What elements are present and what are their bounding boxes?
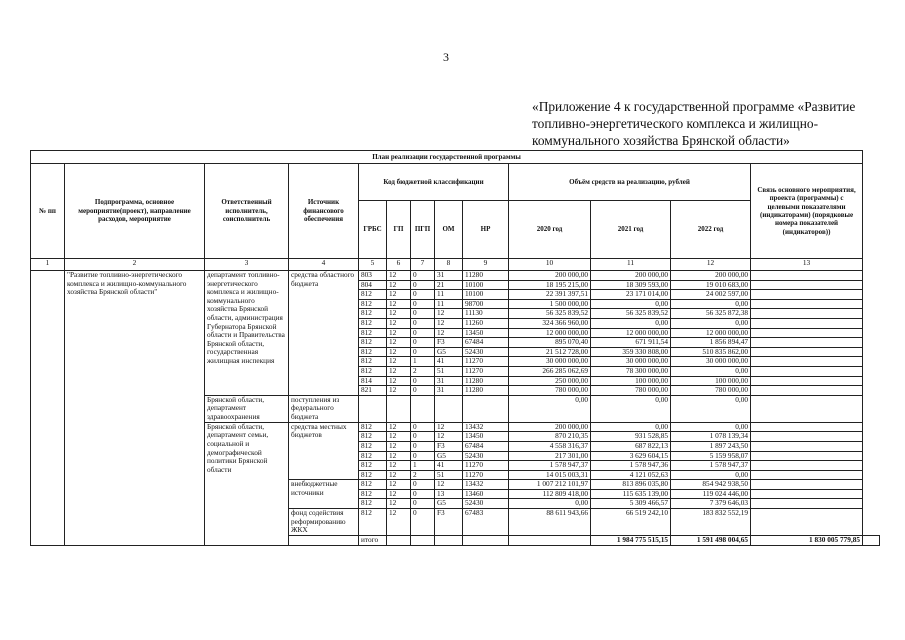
nr-cell: 11270 [463, 470, 509, 480]
col-num: 9 [463, 259, 509, 271]
amount-2020: 324 366 960,00 [509, 318, 591, 328]
pgp-cell: 0 [411, 338, 435, 348]
source-total: итого [359, 536, 387, 546]
col-num: 11 [591, 259, 671, 271]
nr-cell: 52430 [463, 451, 509, 461]
amount-2021: 3 629 604,15 [591, 451, 671, 461]
gp-cell: 12 [387, 328, 411, 338]
amount-2021: 115 635 139,00 [591, 489, 671, 499]
amount-2021: 0,00 [591, 395, 671, 422]
amount-2022: 1 578 947,37 [671, 461, 751, 471]
pgp-cell: 0 [411, 386, 435, 396]
amount-2022: 0,00 [671, 422, 751, 432]
amount-2021: 813 896 035,80 [591, 480, 671, 490]
grbs-cell: 812 [359, 422, 387, 432]
empty-code-cell [411, 395, 435, 422]
om-cell: 41 [435, 357, 463, 367]
header-grbs: ГРБС [359, 201, 387, 259]
amount-2022: 19 010 683,00 [671, 280, 751, 290]
amount-2022: 0,00 [671, 470, 751, 480]
link-cell [751, 489, 863, 499]
gp-cell: 12 [387, 309, 411, 319]
link-cell [751, 451, 863, 461]
amount-2022: 24 002 597,00 [671, 290, 751, 300]
empty-code-cell [435, 395, 463, 422]
amount-2022: 5 159 958,07 [671, 451, 751, 461]
gp-cell: 12 [387, 299, 411, 309]
om-cell: F3 [435, 338, 463, 348]
amount-2021: 1 578 947,36 [591, 461, 671, 471]
grbs-cell: 812 [359, 451, 387, 461]
gp-cell: 12 [387, 318, 411, 328]
amount-2021: 0,00 [591, 318, 671, 328]
amount-2020: 250 000,00 [509, 376, 591, 386]
col-num: 4 [289, 259, 359, 271]
gp-cell: 12 [387, 489, 411, 499]
grbs-cell: 804 [359, 280, 387, 290]
grbs-cell: 812 [359, 328, 387, 338]
empty-code-cell [387, 536, 411, 546]
grbs-cell: 812 [359, 480, 387, 490]
grbs-cell: 812 [359, 290, 387, 300]
source-federal: поступления из федерального бюджета [289, 395, 359, 422]
nr-cell: 10100 [463, 280, 509, 290]
amount-2020: 780 000,00 [509, 386, 591, 396]
link-cell [751, 309, 863, 319]
implementation-plan-table [30, 150, 880, 546]
nr-cell: 13432 [463, 422, 509, 432]
pgp-cell: 0 [411, 376, 435, 386]
amount-2021: 78 300 000,00 [591, 366, 671, 376]
nr-cell: 52430 [463, 499, 509, 509]
amount-2021: 18 309 593,00 [591, 280, 671, 290]
amount-2022: 56 325 872,38 [671, 309, 751, 319]
amount-2020: 4 558 316,37 [509, 441, 591, 451]
grbs-cell: 812 [359, 499, 387, 509]
amount-2021: 0,00 [591, 299, 671, 309]
header-om: ОМ [435, 201, 463, 259]
amount-2020: 217 301,00 [509, 451, 591, 461]
amount-2020: 22 391 397,51 [509, 290, 591, 300]
header-source: Источник финансового обеспечения [289, 164, 359, 259]
header-gp: ГП [387, 201, 411, 259]
amount-2022: 780 000,00 [671, 386, 751, 396]
nr-cell: 11270 [463, 366, 509, 376]
responsible-cell [289, 536, 359, 546]
table-title: План реализации государственной программы [31, 151, 863, 164]
column-numbers-row [31, 259, 880, 271]
amount-2021: 30 000 000,00 [591, 357, 671, 367]
amount-2022: 1 897 243,50 [671, 441, 751, 451]
om-cell: G5 [435, 499, 463, 509]
amount-2021: 23 171 014,00 [591, 290, 671, 300]
grbs-cell: 812 [359, 461, 387, 471]
nr-cell: 10100 [463, 290, 509, 300]
header-pgp: ПГП [411, 201, 435, 259]
om-cell: 41 [435, 461, 463, 471]
om-cell: 12 [435, 309, 463, 319]
gp-cell: 12 [387, 290, 411, 300]
total-2020: 1 984 775 515,15 [591, 536, 671, 546]
gp-cell: 12 [387, 509, 411, 536]
link-cell [751, 271, 863, 281]
om-cell: 51 [435, 366, 463, 376]
pgp-cell: 2 [411, 470, 435, 480]
link-cell [751, 499, 863, 509]
source-fund: фонд содействия реформированию ЖКХ [289, 509, 359, 536]
header-link: Связь основного мероприятия, проекта (программы) с целевыми показателями (индикаторами) (порядковые номера показателей (индикаторов)) [751, 164, 863, 259]
om-cell: F3 [435, 509, 463, 536]
pgp-cell: 1 [411, 357, 435, 367]
amount-2022: 0,00 [671, 366, 751, 376]
amount-2020: 1 578 947,37 [509, 461, 591, 471]
link-cell [751, 366, 863, 376]
gp-cell: 12 [387, 357, 411, 367]
om-cell: 12 [435, 480, 463, 490]
gp-cell: 12 [387, 366, 411, 376]
empty-code-cell [463, 536, 509, 546]
om-cell: G5 [435, 451, 463, 461]
amount-2021: 100 000,00 [591, 376, 671, 386]
amount-2020: 18 195 215,00 [509, 280, 591, 290]
amount-2022: 1 856 894,47 [671, 338, 751, 348]
pgp-cell: 2 [411, 366, 435, 376]
col-num: 3 [205, 259, 289, 271]
amount-2022: 119 024 446,00 [671, 489, 751, 499]
gp-cell: 12 [387, 338, 411, 348]
amount-2022: 183 832 552,19 [671, 509, 751, 536]
col-num: 5 [359, 259, 387, 271]
subprogram-cell: "Развитие топливно-энергетического комплекса и жилищно-коммунального хозяйства Брянской области" [65, 271, 205, 546]
link-cell [751, 338, 863, 348]
amount-2021: 200 000,00 [591, 271, 671, 281]
gp-cell: 12 [387, 422, 411, 432]
amount-2021: 931 528,85 [591, 432, 671, 442]
pgp-cell: 0 [411, 280, 435, 290]
pgp-cell: 0 [411, 328, 435, 338]
nr-cell: 11270 [463, 461, 509, 471]
header-2022: 2022 год [671, 201, 751, 259]
link-cell [751, 386, 863, 396]
header-subprogram: Подпрограмма, основное мероприятие(проект), направление расходов, мероприятие [65, 164, 205, 259]
grbs-cell: 814 [359, 376, 387, 386]
gp-cell: 12 [387, 432, 411, 442]
nr-cell: 11130 [463, 309, 509, 319]
om-cell: 31 [435, 271, 463, 281]
amount-2021: 4 121 052,63 [591, 470, 671, 480]
col-num: 12 [671, 259, 751, 271]
amount-2021: 780 000,00 [591, 386, 671, 396]
gp-cell: 12 [387, 441, 411, 451]
om-cell: 12 [435, 422, 463, 432]
amount-2020: 12 000 000,00 [509, 328, 591, 338]
pgp-cell: 0 [411, 299, 435, 309]
pgp-cell: 0 [411, 499, 435, 509]
grbs-cell: 812 [359, 441, 387, 451]
source-local: средства местных бюджетов [289, 422, 359, 480]
amount-2020: 56 325 839,52 [509, 309, 591, 319]
link-cell [751, 509, 863, 536]
pgp-cell: 0 [411, 432, 435, 442]
link-cell [751, 280, 863, 290]
table-row [31, 271, 880, 281]
nr-cell: 11280 [463, 376, 509, 386]
gp-cell: 12 [387, 499, 411, 509]
amount-2020: 0,00 [509, 499, 591, 509]
link-cell [751, 347, 863, 357]
grbs-cell: 803 [359, 271, 387, 281]
amount-2022: 12 000 000,00 [671, 328, 751, 338]
pgp-cell: 0 [411, 509, 435, 536]
link-cell [863, 536, 880, 546]
header-nr: НР [463, 201, 509, 259]
om-cell: 51 [435, 470, 463, 480]
nr-cell: 67484 [463, 338, 509, 348]
nr-cell: 98700 [463, 299, 509, 309]
amount-2020: 895 070,40 [509, 338, 591, 348]
col-num: 8 [435, 259, 463, 271]
nr-cell: 13460 [463, 489, 509, 499]
amount-2022: 854 942 938,50 [671, 480, 751, 490]
grbs-cell: 812 [359, 489, 387, 499]
grbs-cell: 812 [359, 357, 387, 367]
amount-2022: 0,00 [671, 299, 751, 309]
col-num: 6 [387, 259, 411, 271]
amount-2020: 14 015 003,31 [509, 470, 591, 480]
source-offbudget: внебюджетные источники [289, 480, 359, 509]
om-cell: 31 [435, 386, 463, 396]
empty-code-cell [435, 536, 463, 546]
row-no-cell [31, 271, 65, 546]
empty-code-cell [509, 536, 591, 546]
grbs-cell: 812 [359, 347, 387, 357]
responsible-cell: департамент топливно-энергетического комплекса и жилищно-коммунального хозяйства Брянской области, администрация Губернатора Брянской области и Правительства Брянской области, государственная жилищная инспекция [205, 271, 289, 396]
link-cell [751, 432, 863, 442]
nr-cell: 13450 [463, 328, 509, 338]
nr-cell: 13450 [463, 432, 509, 442]
amount-2022: 7 379 646,03 [671, 499, 751, 509]
amount-2021: 359 330 808,00 [591, 347, 671, 357]
empty-code-cell [411, 536, 435, 546]
header-no: № пп [31, 164, 65, 259]
amount-2022: 100 000,00 [671, 376, 751, 386]
amount-2022: 0,00 [671, 395, 751, 422]
link-cell [751, 441, 863, 451]
amount-2021: 66 519 242,10 [591, 509, 671, 536]
grbs-cell: 812 [359, 338, 387, 348]
pgp-cell: 0 [411, 422, 435, 432]
nr-cell: 67483 [463, 509, 509, 536]
amount-2022: 200 000,00 [671, 271, 751, 281]
amount-2020: 0,00 [509, 395, 591, 422]
total-2021: 1 591 498 004,65 [671, 536, 751, 546]
nr-cell: 52430 [463, 347, 509, 357]
page-number: 3 [443, 50, 449, 64]
gp-cell: 12 [387, 271, 411, 281]
amount-2022: 0,00 [671, 318, 751, 328]
om-cell: 11 [435, 290, 463, 300]
grbs-cell: 812 [359, 470, 387, 480]
pgp-cell: 0 [411, 451, 435, 461]
nr-cell: 13432 [463, 480, 509, 490]
amount-2022: 30 000 000,00 [671, 357, 751, 367]
pgp-cell: 0 [411, 318, 435, 328]
empty-code-cell [463, 395, 509, 422]
link-cell [751, 395, 863, 422]
amount-2021: 12 000 000,00 [591, 328, 671, 338]
amount-2020: 870 210,35 [509, 432, 591, 442]
gp-cell: 12 [387, 461, 411, 471]
link-cell [751, 480, 863, 490]
col-num: 2 [65, 259, 205, 271]
gp-cell: 12 [387, 470, 411, 480]
col-num: 10 [509, 259, 591, 271]
link-cell [751, 290, 863, 300]
gp-cell: 12 [387, 376, 411, 386]
om-cell: 12 [435, 318, 463, 328]
nr-cell: 11280 [463, 386, 509, 396]
responsible-cell: Брянской области, департамент здравоохранения [205, 395, 289, 422]
om-cell: F3 [435, 441, 463, 451]
amount-2020: 266 285 062,69 [509, 366, 591, 376]
responsible-cell: Брянской области, департамент семьи, социальной и демографической политики Брянской области [205, 422, 289, 545]
header-2021: 2021 год [591, 201, 671, 259]
gp-cell: 12 [387, 480, 411, 490]
amount-2020: 1 007 212 101,97 [509, 480, 591, 490]
source-regional: средства областного бюджета [289, 271, 359, 396]
amount-2020: 21 512 728,00 [509, 347, 591, 357]
total-2022: 1 830 005 779,85 [751, 536, 863, 546]
grbs-cell: 812 [359, 509, 387, 536]
amount-2020: 200 000,00 [509, 271, 591, 281]
header-responsible: Ответственный исполнитель, соисполнитель [205, 164, 289, 259]
nr-cell: 67484 [463, 441, 509, 451]
amount-2020: 112 809 418,00 [509, 489, 591, 499]
table-body [31, 271, 880, 546]
nr-cell: 11260 [463, 318, 509, 328]
link-cell [751, 422, 863, 432]
col-num: 13 [751, 259, 863, 271]
amount-2021: 56 325 839,52 [591, 309, 671, 319]
pgp-cell: 0 [411, 290, 435, 300]
om-cell: 31 [435, 376, 463, 386]
amount-2022: 1 078 139,34 [671, 432, 751, 442]
om-cell: 11 [435, 299, 463, 309]
amount-2021: 687 822,13 [591, 441, 671, 451]
gp-cell: 12 [387, 347, 411, 357]
om-cell: 12 [435, 432, 463, 442]
amount-2020: 88 611 943,66 [509, 509, 591, 536]
link-cell [751, 328, 863, 338]
nr-cell: 11280 [463, 271, 509, 281]
appendix-title: «Приложение 4 к государственной программе «Развитие топливно-энергетического комплекса и жилищно-коммунального хозяйства Брянской области» [532, 99, 856, 148]
grbs-cell: 812 [359, 318, 387, 328]
link-cell [751, 299, 863, 309]
link-cell [751, 470, 863, 480]
pgp-cell: 0 [411, 347, 435, 357]
amount-2021: 0,00 [591, 422, 671, 432]
link-cell [751, 376, 863, 386]
header-2020: 2020 год [509, 201, 591, 259]
link-cell [751, 357, 863, 367]
amount-2020: 30 000 000,00 [509, 357, 591, 367]
pgp-cell: 0 [411, 271, 435, 281]
om-cell: 12 [435, 328, 463, 338]
nr-cell: 11270 [463, 357, 509, 367]
gp-cell: 12 [387, 386, 411, 396]
grbs-cell: 821 [359, 386, 387, 396]
empty-code-cell [387, 395, 411, 422]
gp-cell: 12 [387, 451, 411, 461]
om-cell: 21 [435, 280, 463, 290]
col-num: 7 [411, 259, 435, 271]
gp-cell: 12 [387, 280, 411, 290]
pgp-cell: 0 [411, 480, 435, 490]
amount-2020: 200 000,00 [509, 422, 591, 432]
amount-2020: 1 500 000,00 [509, 299, 591, 309]
link-cell [751, 318, 863, 328]
pgp-cell: 1 [411, 461, 435, 471]
grbs-cell: 812 [359, 309, 387, 319]
pgp-cell: 0 [411, 309, 435, 319]
amount-2021: 5 309 466,57 [591, 499, 671, 509]
om-cell: G5 [435, 347, 463, 357]
amount-2021: 671 911,54 [591, 338, 671, 348]
grbs-cell: 812 [359, 366, 387, 376]
empty-code-cell [359, 395, 387, 422]
header-volume: Объём средств на реализацию, рублей [509, 164, 751, 201]
amount-2022: 510 835 862,00 [671, 347, 751, 357]
pgp-cell: 0 [411, 489, 435, 499]
header-budget-code: Код бюджетной классификации [359, 164, 509, 201]
col-num: 1 [31, 259, 65, 271]
grbs-cell: 812 [359, 299, 387, 309]
om-cell: 13 [435, 489, 463, 499]
link-cell [751, 461, 863, 471]
grbs-cell: 812 [359, 432, 387, 442]
pgp-cell: 0 [411, 441, 435, 451]
